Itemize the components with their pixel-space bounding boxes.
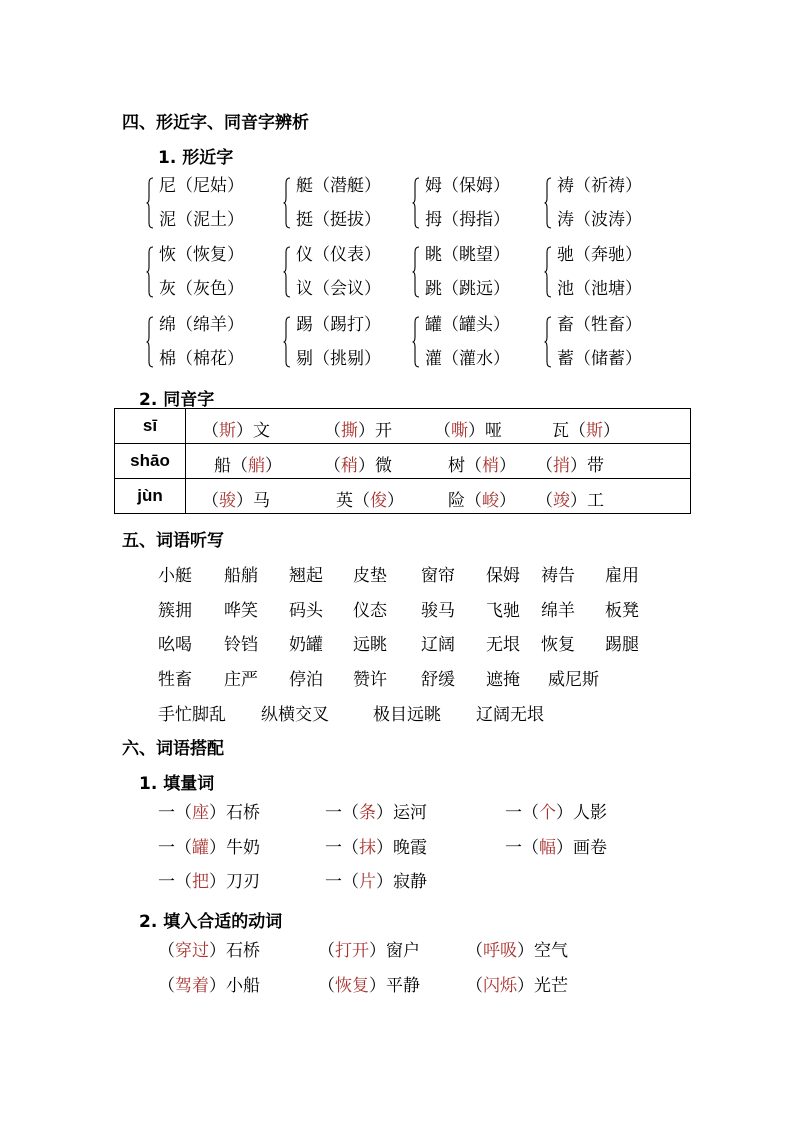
dictation-word: 码头 <box>289 601 323 621</box>
verb-pair: （闪烁）光芒 <box>466 976 568 996</box>
homophone-item: （骏）马 <box>202 491 270 511</box>
dictation-word: 无垠 <box>486 635 520 655</box>
section-4-title: 四、形近字、同音字辨析 <box>122 113 309 133</box>
similar-characters-subtitle: 1. 形近字 <box>158 148 234 168</box>
similar-character-entry: 眺（眺望） <box>425 245 510 265</box>
similar-character-entry: 挺（挺拔） <box>296 210 381 230</box>
brace-icon <box>283 316 289 368</box>
dictation-word: 舒缓 <box>421 670 455 690</box>
dictation-word: 停泊 <box>289 670 323 690</box>
similar-character-entry: 驰（奔驰） <box>557 245 642 265</box>
dictation-word: 辽阔 <box>421 635 455 655</box>
brace-icon <box>412 316 418 368</box>
dictation-word: 辽阔无垠 <box>476 705 544 725</box>
dictation-word: 雇用 <box>605 566 639 586</box>
dictation-word: 远眺 <box>353 635 387 655</box>
section-6-title: 六、词语搭配 <box>122 739 224 759</box>
brace-icon <box>544 177 550 229</box>
dictation-word: 庄严 <box>224 670 258 690</box>
table-row <box>115 409 691 444</box>
verb-pair: （驾着）小船 <box>158 976 260 996</box>
brace-icon <box>283 246 289 298</box>
dictation-word: 赞许 <box>353 670 387 690</box>
dictation-word: 翘起 <box>289 566 323 586</box>
measure-word-pair: 一（把）刀刃 <box>158 872 260 892</box>
measure-word-pair: 一（座）石桥 <box>158 803 260 823</box>
similar-character-entry: 踢（踢打） <box>296 315 381 335</box>
dictation-word: 奶罐 <box>289 635 323 655</box>
homophone-items <box>186 409 691 444</box>
brace-icon <box>412 246 418 298</box>
similar-character-entry: 拇（拇指） <box>425 210 510 230</box>
dictation-word: 绵羊 <box>541 601 575 621</box>
homophone-item: （嘶）哑 <box>434 421 502 441</box>
verb-pair: （呼吸）空气 <box>466 941 568 961</box>
verb-pair: （恢复）平静 <box>318 976 420 996</box>
measure-word-pair: 一（幅）画卷 <box>505 838 607 858</box>
homophone-items <box>186 444 691 479</box>
homophones-subtitle: 2. 同音字 <box>139 390 215 410</box>
measure-word-pair: 一（罐）牛奶 <box>158 838 260 858</box>
brace-icon <box>146 246 152 298</box>
homophones-table <box>114 408 691 514</box>
pinyin-cell: sī <box>115 409 186 444</box>
brace-icon <box>544 316 550 368</box>
homophone-item: （竣）工 <box>536 491 604 511</box>
measure-word-pair: 一（个）人影 <box>505 803 607 823</box>
dictation-word: 小艇 <box>158 566 192 586</box>
table-row <box>115 444 691 479</box>
verb-pair: （打开）窗户 <box>318 941 420 961</box>
section-5-title: 五、词语听写 <box>122 531 224 551</box>
similar-character-entry: 罐（罐头） <box>425 315 510 335</box>
dictation-word: 遮掩 <box>486 670 520 690</box>
dictation-word: 牲畜 <box>158 670 192 690</box>
similar-character-entry: 灰（灰色） <box>159 279 244 299</box>
brace-icon <box>412 177 418 229</box>
similar-character-entry: 仪（仪表） <box>296 245 381 265</box>
similar-character-entry: 池（池塘） <box>557 279 642 299</box>
homophone-item: 船（艄） <box>214 456 282 476</box>
dictation-word: 恢复 <box>541 635 575 655</box>
dictation-word: 哗笑 <box>224 601 258 621</box>
dictation-word: 吆喝 <box>158 635 192 655</box>
measure-word-pair: 一（抹）晚霞 <box>325 838 427 858</box>
dictation-word: 踢腿 <box>605 635 639 655</box>
dictation-word: 铃铛 <box>224 635 258 655</box>
table-row <box>115 479 691 514</box>
similar-character-entry: 涛（波涛） <box>557 210 642 230</box>
dictation-word: 板凳 <box>605 601 639 621</box>
measure-word-pair: 一（片）寂静 <box>325 872 427 892</box>
similar-character-entry: 姆（保姆） <box>425 176 510 196</box>
verbs-subtitle: 2. 填入合适的动词 <box>139 912 283 932</box>
homophone-item: （稍）微 <box>324 456 392 476</box>
verb-pair: （穿过）石桥 <box>158 941 260 961</box>
homophone-item: 树（梢） <box>448 456 516 476</box>
similar-character-entry: 泥（泥土） <box>159 210 244 230</box>
similar-character-entry: 绵（绵羊） <box>159 315 244 335</box>
dictation-word: 祷告 <box>541 566 575 586</box>
pinyin-cell: jùn <box>115 479 186 514</box>
similar-character-entry: 灌（灌水） <box>425 349 510 369</box>
dictation-word: 保姆 <box>486 566 520 586</box>
similar-character-entry: 棉（棉花） <box>159 349 244 369</box>
similar-character-entry: 艇（潜艇） <box>296 176 381 196</box>
dictation-word: 纵横交叉 <box>261 705 329 725</box>
dictation-word: 簇拥 <box>158 601 192 621</box>
similar-character-entry: 祷（祈祷） <box>557 176 642 196</box>
dictation-word: 威尼斯 <box>548 670 599 690</box>
brace-icon <box>146 316 152 368</box>
measure-word-pair: 一（条）运河 <box>325 803 427 823</box>
homophone-item: 险（峻） <box>448 491 516 511</box>
similar-character-entry: 蓄（储蓄） <box>557 349 642 369</box>
dictation-word: 手忙脚乱 <box>158 705 226 725</box>
similar-character-entry: 尼（尼姑） <box>159 176 244 196</box>
similar-character-entry: 剔（挑剔） <box>296 349 381 369</box>
homophone-item: （捎）带 <box>536 456 604 476</box>
brace-icon <box>283 177 289 229</box>
homophone-items <box>186 479 691 514</box>
dictation-word: 骏马 <box>421 601 455 621</box>
homophone-item: （斯）文 <box>202 421 270 441</box>
pinyin-cell: shāo <box>115 444 186 479</box>
similar-character-entry: 跳（跳远） <box>425 279 510 299</box>
dictation-word: 仪态 <box>353 601 387 621</box>
dictation-word: 飞驰 <box>486 601 520 621</box>
similar-character-entry: 畜（牲畜） <box>557 315 642 335</box>
dictation-word: 船艄 <box>224 566 258 586</box>
homophone-item: 英（俊） <box>336 491 404 511</box>
brace-icon <box>544 246 550 298</box>
dictation-word: 窗帘 <box>421 566 455 586</box>
similar-character-entry: 议（会议） <box>296 279 381 299</box>
dictation-word: 极目远眺 <box>373 705 441 725</box>
similar-character-entry: 恢（恢复） <box>159 245 244 265</box>
homophone-item: （撕）开 <box>324 421 392 441</box>
homophone-item: 瓦（斯） <box>552 421 620 441</box>
measure-words-subtitle: 1. 填量词 <box>139 774 215 794</box>
brace-icon <box>146 177 152 229</box>
dictation-word: 皮垫 <box>353 566 387 586</box>
